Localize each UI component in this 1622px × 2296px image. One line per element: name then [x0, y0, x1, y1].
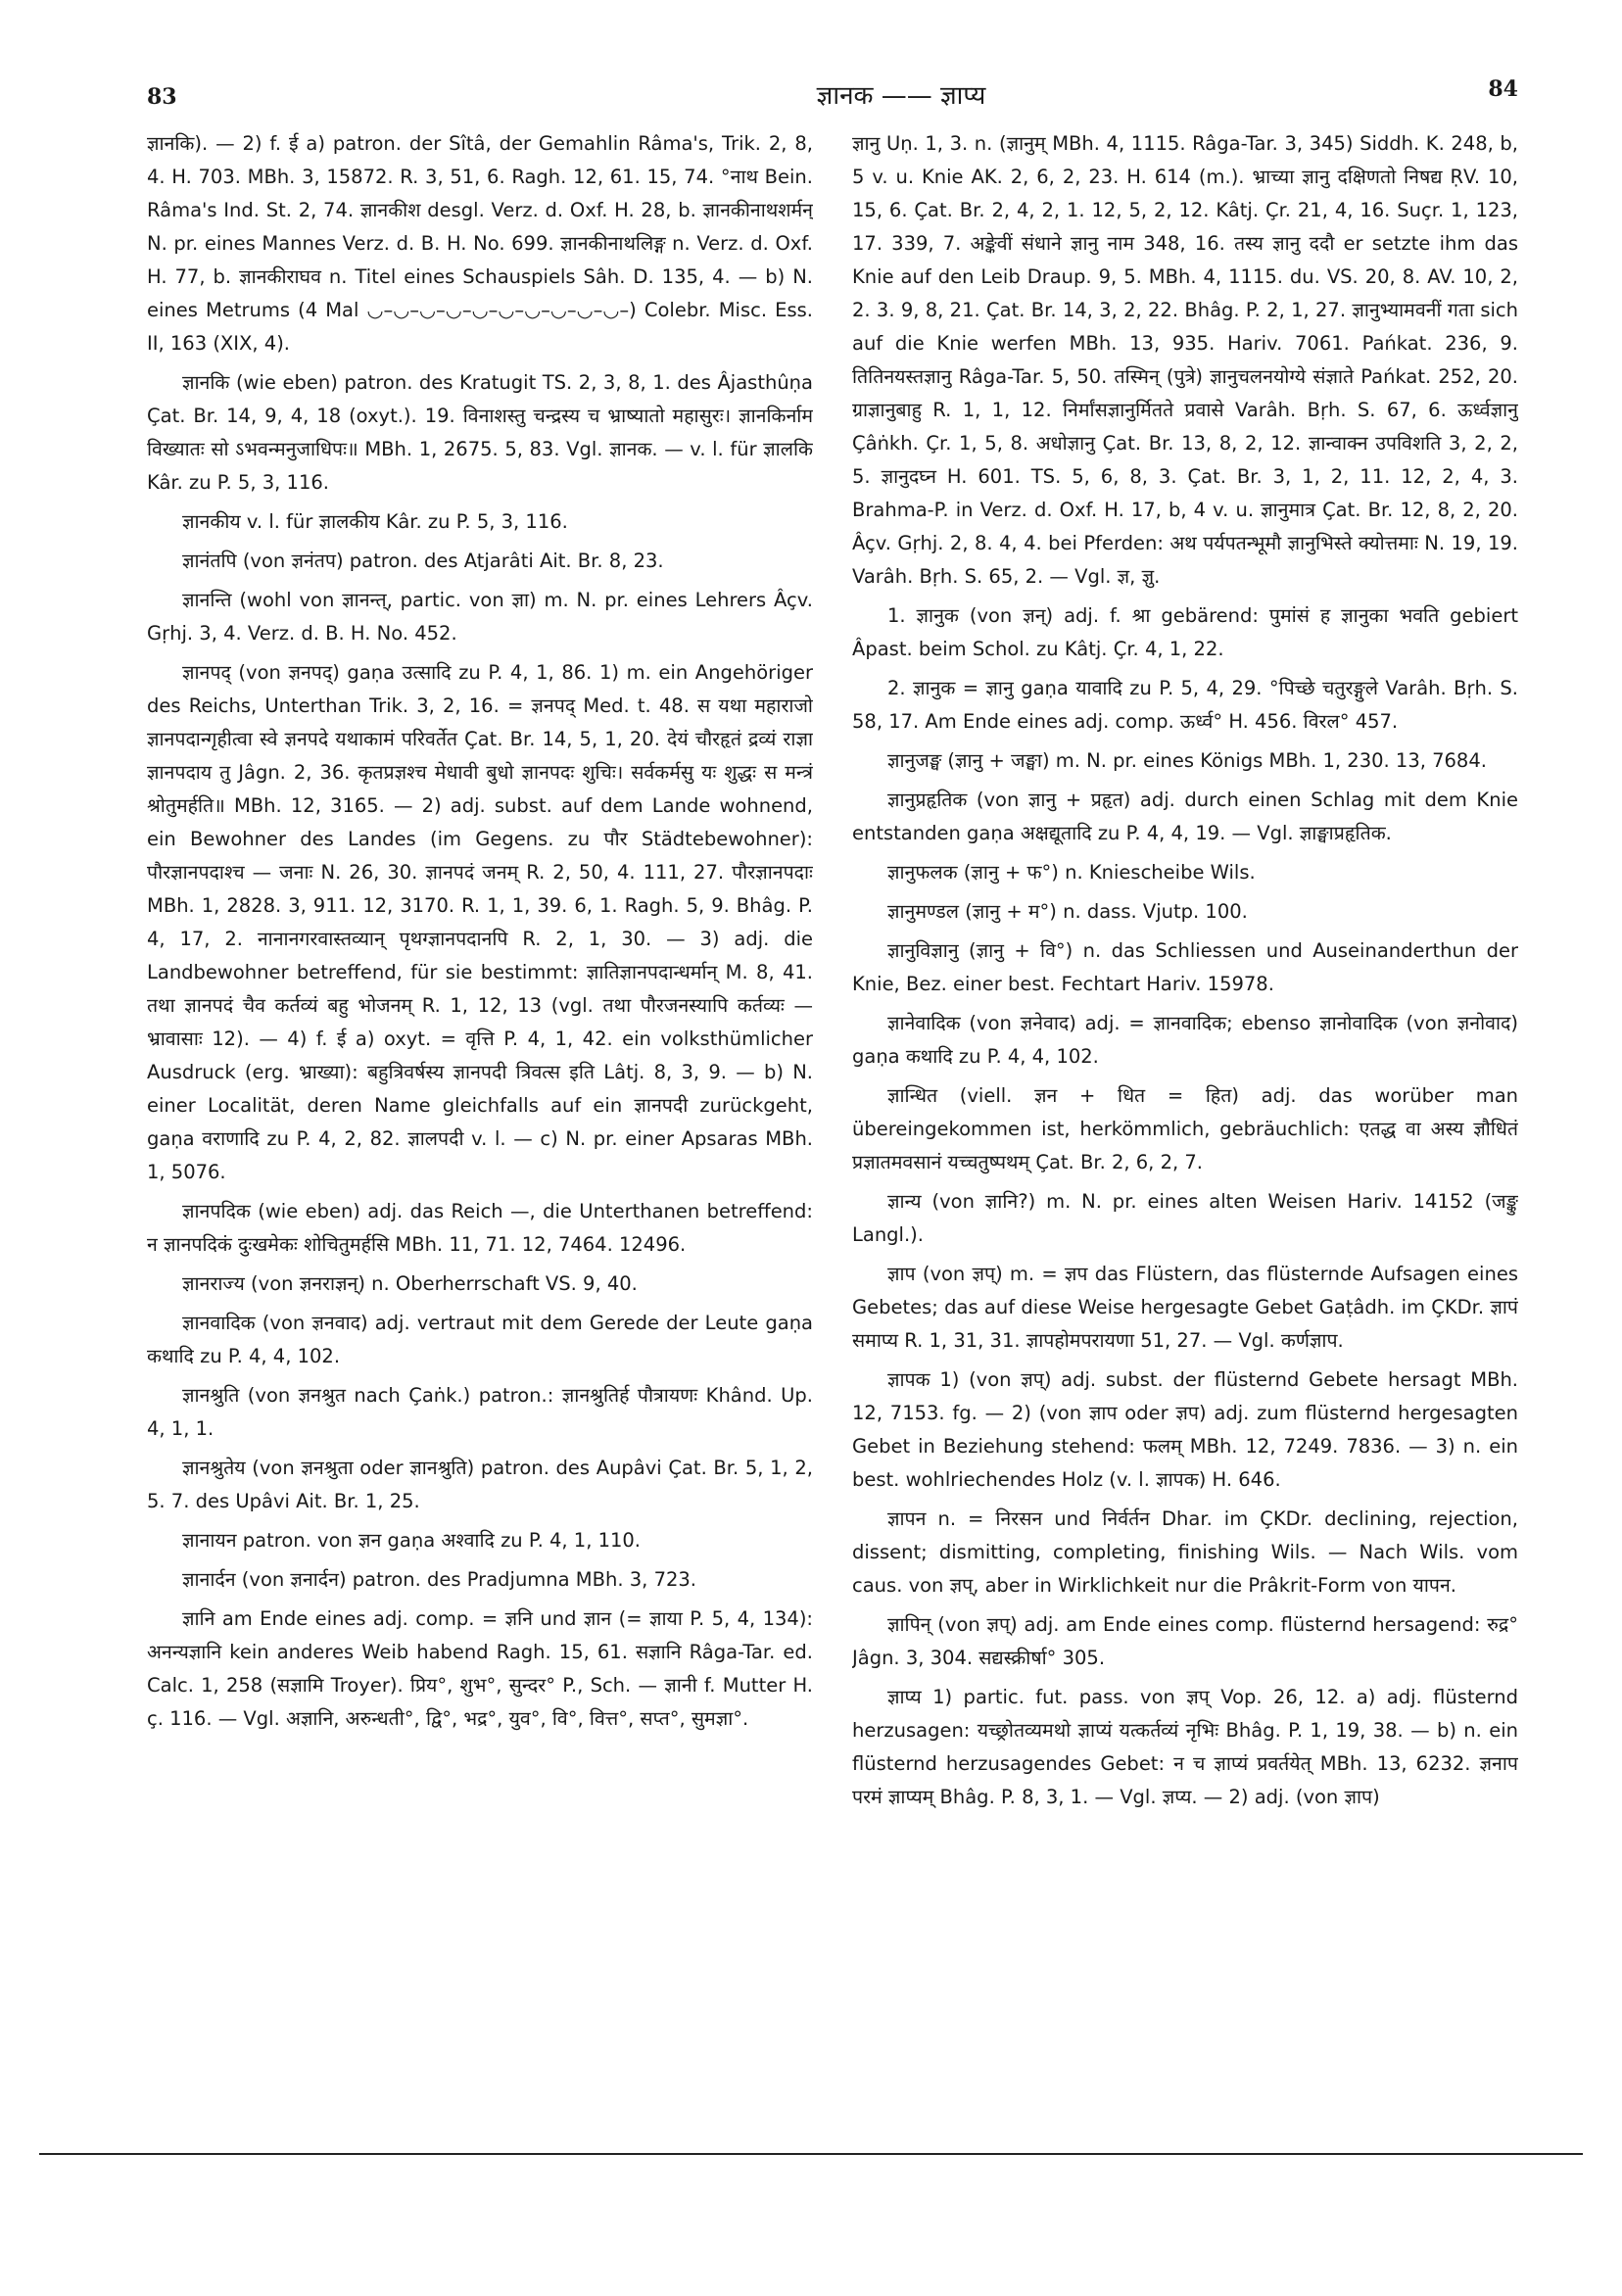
dictionary-entry: ज्ञानश्रुति (von ज्ञनश्रुत nach Çaṅk.) patron.: ज्ञानश्रुतिर्ह पौत्रायणः Khând. Up. 4, 1, 1.: [147, 1384, 813, 1440]
page-header: [147, 76, 1518, 116]
dictionary-entry: ज्ञापक 1) (von ज्ञप्) adj. subst. der flüsternd Gebete hersagt MBh. 12, 7153. fg. — 2) (von ज्ञाप oder ज्ञप) adj. zum flüsternd hergesagten Gebet in Beziehung stehend: फलम् MBh. 12, 7249. 7836. — 3) n. ein best. wohlriechendes Holz (v. l. ज्ञापक) H. 646.: [852, 1368, 1518, 1491]
dictionary-entry: ज्ञाप्य 1) partic. fut. pass. von ज्ञप् Vop. 26, 12. a) adj. flüsternd herzusagen: यच्छ्रोतव्यमथो ज्ञाप्यं यत्कर्तव्यं नृभिः Bhâg. P. 1, 19, 38. — b) n. ein flüsternd herzusagendes Gebet: न च ज्ञाप्यं प्रवर्तयेत् MBh. 13, 6232. ज्ञनाप परमं ज्ञाप्यम् Bhâg. P. 8, 3, 1. — Vgl. ज्ञप्य. — 2) adj. (von ज्ञाप): [852, 1686, 1518, 1808]
dictionary-entry: ज्ञानकीय v. l. für ज्ञालकीय Kâr. zu P. 5, 3, 116.: [182, 510, 568, 533]
dictionary-entry: ज्ञानुमण्डल (ज्ञानु + म°) n. dass. Vjutp. 100.: [887, 900, 1248, 923]
dictionary-entry: ज्ञानुप्रहृतिक (von ज्ञानु + प्रहृत) adj. durch einen Schlag mit dem Knie entstanden gaṇa अक्षद्यूतादि zu P. 4, 4, 19. — Vgl. ज्ञाङ्घाप्रहृतिक.: [852, 789, 1518, 844]
dictionary-entry: ज्ञानुजङ्घ (ज्ञानु + जङ्घा) m. N. pr. eines Königs MBh. 1, 230. 13, 7684.: [887, 749, 1487, 772]
right-column: [852, 127, 1518, 2047]
page-number-left: 83: [147, 84, 177, 110]
footer-rule: [39, 2153, 1583, 2155]
dictionary-entry: ज्ञानवादिक (von ज्ञनवाद) adj. vertraut mit dem Gerede der Leute gaṇa कथादि zu P. 4, 4, 102.: [147, 1312, 813, 1367]
dictionary-entry: ज्ञानार्दन (von ज्ञनार्दन) patron. des Pradjumna MBh. 3, 723.: [182, 1568, 696, 1591]
dictionary-entry: ज्ञानुविज्ञानु (ज्ञानु + वि°) n. das Schliessen und Auseinanderthun der Knie, Bez. einer best. Fechtart Hariv. 15978.: [852, 939, 1518, 995]
dictionary-entry: ज्ञानायन patron. von ज्ञन gaṇa अश्वादि zu P. 4, 1, 110.: [182, 1529, 642, 1552]
dictionary-entry: ज्ञानकि (wie eben) patron. des Kratugit TS. 2, 3, 8, 1. des Âjasthûṇa Çat. Br. 14, 9, 4, 18 (oxyt.). 19. विनाशस्तु चन्द्रस्य च भ्राष्यातो महासुरः। ज्ञानकिर्नाम विख्यातः सो ऽभवन्मनुजाधिपः॥ MBh. 1, 2675. 5, 83. Vgl. ज्ञानक. — v. l. für ज्ञालकि Kâr. zu P. 5, 3, 116.: [147, 371, 813, 494]
dictionary-entry: ज्ञापन n. = निरसन und निर्वर्तन Dhar. im ÇKDr. declining, rejection, dissent; dismitting, completing, finishing Wils. — Nach Wils. vom caus. von ज्ञप्, aber in Wirklichkeit nur die Prâkrit-Form von यापन.: [852, 1507, 1518, 1597]
dictionary-entry: ज्ञानुफलक (ज्ञानु + फ°) n. Kniescheibe Wils.: [887, 861, 1256, 884]
running-head: ज्ञानक —— ज्ञाप्य: [816, 81, 986, 111]
dictionary-entry: ज्ञानेवादिक (von ज्ञनेवाद) adj. = ज्ञानवादिक; ebenso ज्ञानोवादिक (von ज्ञनोवाद) gaṇa कथादि zu P. 4, 4, 102.: [852, 1012, 1518, 1068]
dictionary-entry: ज्ञान्धित (viell. ज्ञन + धित = हित) adj. das worüber man übereingekommen ist, herkömmlich, gebräuchlich: एतद्ध वा अस्य ज्ञौधितं प्रज्ञातमवसानं यच्चतुष्पथम् Çat. Br. 2, 6, 2, 7.: [852, 1084, 1518, 1173]
dictionary-entry: ज्ञानंतपि (von ज्ञनंतप) patron. des Atjarâti Ait. Br. 8, 23.: [182, 550, 664, 572]
dictionary-entry: ज्ञानपदिक (wie eben) adj. das Reich —, die Unterthanen betreffend: न ज्ञानपदिकं दुःखमेकः शोचितुमर्हसि MBh. 11, 71. 12, 7464. 12496.: [147, 1200, 813, 1256]
dictionary-entry: 2. ज्ञानुक = ज्ञानु gaṇa यावादि zu P. 5, 4, 29. °पिच्छे चतुरङ्गुले Varâh. Bṛh. S. 58, 17. Am Ende eines adj. comp. ऊर्ध्व° H. 456. विरल° 457.: [852, 677, 1518, 733]
dictionary-entry: ज्ञानु Uṇ. 1, 3. n. (ज्ञानुम् MBh. 4, 1115. Râga-Tar. 3, 345) Siddh. K. 248, b, 5 v. u. Knie AK. 2, 6, 2, 23. H. 614 (m.). भ्राच्या ज्ञानु दक्षिणतो निषद्य ṚV. 10, 15, 6. Çat. Br. 2, 4, 2, 1. 12, 5, 2, 12. Kâtj. Çr. 21, 4, 16. Suçr. 1, 123, 17. 339, 7. अङ्केवीं संधाने ज्ञानु नाम 348, 16. तस्य ज्ञानु ददौ er setzte ihm das Knie auf den Leib Draup. 9, 5. MBh. 4, 1115. du. VS. 20, 8. AV. 10, 2, 2. 3. 9, 8, 21. Çat. Br. 14, 3, 2, 22. Bhâg. P. 2, 1, 27. ज्ञानुभ्यामवनीं गता sich auf die Knie werfen MBh. 13, 935. Hariv. 7061. Pańkat. 236, 9. तितिनयस्तज्ञानु Râga-Tar. 5, 50. तस्मिन् (पुत्रे) ज्ञानुचलनयोग्ये संज्ञाते Pańkat. 252, 20. ग्राज्ञानुबाहु R. 1, 1, 12. निर्मांसज्ञानुर्मितते प्रवासे Varâh. Bṛh. S. 67, 6. ऊर्ध्वज्ञानु Çâṅkh. Çr. 1, 5, 8. अधोज्ञानु Çat. Br. 13, 8, 2, 12. ज्ञान्वाक्न उपविशति 3, 2, 2, 5. ज्ञानुदघ्न H. 601. TS. 5, 6, 8, 3. Çat. Br. 3, 1, 2, 11. 12, 2, 4, 3. Brahma-P. in Verz. d. Oxf. H. 17, b, 4 v. u. ज्ञानुमात्र Çat. Br. 12, 8, 2, 20. Âçv. Gṛhj. 2, 8. 4, 4. bei Pferden: अथ पर्यपतन्भूमौ ज्ञानुभिस्ते क्योत्तमाः N. 19, 19. Varâh. Bṛh. S. 65, 2. — Vgl. ज्ञ, ज्ञु.: [852, 132, 1518, 588]
dictionary-entry: ज्ञानराज्य (von ज्ञनराज्ञन्) n. Oberherrschaft VS. 9, 40.: [182, 1272, 638, 1295]
dictionary-entry: ज्ञापिन् (von ज्ञप्) adj. am Ende eines comp. flüsternd hersagend: रुद्र° Jâgn. 3, 304. सद्यस्क्रीर्षा° 305.: [852, 1613, 1518, 1669]
dictionary-entry: ज्ञानकि). — 2) f. ई a) patron. der Sîtâ, der Gemahlin Râma's, Trik. 2, 8, 4. H. 703. MBh. 3, 15872. R. 3, 51, 6. Ragh. 12, 61. 15, 74. °नाथ Bein. Râma's Ind. St. 2, 74. ज्ञानकीश desgl. Verz. d. Oxf. H. 28, b. ज्ञानकीनाथशर्मन् N. pr. eines Mannes Verz. d. B. H. No. 699. ज्ञानकीनाथलिङ्ग n. Verz. d. Oxf. H. 77, b. ज्ञानकीराघव n. Titel eines Schauspiels Sâh. D. 135, 4. — b) N. eines Metrums (4 Mal ◡–◡–◡–◡–◡–◡–◡–◡–◡–◡–) Colebr. Misc. Ess. II, 163 (XIX, 4).: [147, 132, 813, 355]
dictionary-entry: ज्ञाप (von ज्ञप्) m. = ज्ञप das Flüstern, das flüsternde Aufsagen eines Gebetes; das auf diese Weise hergesagte Gebet Gaṭâdh. im ÇKDr. ज्ञापं समाप्य R. 1, 31, 31. ज्ञापहोमपरायणा 51, 27. — Vgl. कर्णज्ञाप.: [852, 1263, 1518, 1352]
dictionary-entry: 1. ज्ञानुक (von ज्ञन्) adj. f. श्रा gebärend: पुमांसं ह ज्ञानुका भवति gebiert Âpast. beim Schol. zu Kâtj. Çr. 4, 1, 22.: [852, 604, 1518, 660]
dictionary-entry: ज्ञानपद् (von ज्ञनपद्) gaṇa उत्सादि zu P. 4, 1, 86. 1) m. ein Angehöriger des Reichs, Unterthan Trik. 3, 2, 16. = ज्ञनपद् Med. t. 48. स यथा महाराजो ज्ञानपदान्गृहीत्वा स्वे ज्ञनपदे यथाकामं परिवर्तेत Çat. Br. 14, 5, 1, 20. देयं चौरहृतं द्रव्यं राज्ञा ज्ञानपदाय तु Jâgn. 2, 36. कृतप्रज्ञश्च मेधावी बुधो ज्ञानपदः शुचिः। सर्वकर्मसु यः शुद्धः स मन्त्रं श्रोतुमर्हति॥ MBh. 12, 3165. — 2) adj. subst. auf dem Lande wohnend, ein Bewohner des Landes (im Gegens. zu पौर Städtebewohner): पौरज्ञानपदाश्च — जनाः N. 26, 30. ज्ञानपदं जनम् R. 2, 50, 4. 111, 27. पौरज्ञानपदाः MBh. 1, 2828. 3, 911. 12, 3170. R. 1, 1, 39. 6, 1. Ragh. 5, 9. Bhâg. P. 4, 17, 2. नानानगरवास्तव्यान् पृथग्ज्ञानपदानपि R. 2, 1, 30. — 3) adj. die Landbewohner betreffend, für sie bestimmt: ज्ञातिज्ञानपदान्धर्मान् M. 8, 41. तथा ज्ञानपदं चैव कर्तव्यं बहु भोजनम् R. 1, 12, 13 (vgl. तथा पौरजनस्यापि कर्तव्यः — भ्रावासाः 12). — 4) f. ई a) oxyt. = वृत्ति P. 4, 1, 42. ein volksthümlicher Ausdruck (erg. भ्राख्या): बहुत्रिवर्षस्य ज्ञानपदी त्रिवत्स इति Lâtj. 8, 3, 9. — b) N. einer Localität, deren Name gleichfalls auf ein ज्ञानपदी zurückgeht, gaṇa वराणादि zu P. 4, 2, 82. ज्ञालपदी v. l. — c) N. pr. einer Apsaras MBh. 1, 5076.: [147, 661, 813, 1183]
dictionary-columns: [147, 127, 1518, 2047]
dictionary-entry: ज्ञान्य (von ज्ञानि?) m. N. pr. eines alten Weisen Hariv. 14152 (जङ्कु Langl.).: [852, 1190, 1518, 1246]
dictionary-entry: ज्ञानश्रुतेय (von ज्ञनश्रुता oder ज्ञानश्रुति) patron. des Aupâvi Çat. Br. 5, 1, 2, 5. 7. des Upâvi Ait. Br. 1, 25.: [147, 1457, 813, 1512]
left-column: [147, 127, 813, 2047]
page-number-right: 84: [1488, 76, 1518, 102]
dictionary-entry: ज्ञानन्ति (wohl von ज्ञानन्त्, partic. von ज्ञा) m. N. pr. eines Lehrers Âçv. Gṛhj. 3, 4. Verz. d. B. H. No. 452.: [147, 589, 813, 645]
dictionary-entry: ज्ञानि am Ende eines adj. comp. = ज्ञनि und ज्ञान (= ज्ञाया P. 5, 4, 134): अनन्यज्ञानि kein anderes Weib habend Ragh. 15, 61. सज्ञानि Râga-Tar. ed. Calc. 1, 258 (सज्ञामि Troyer). प्रिय°, शुभ°, सुन्दर° P., Sch. — ज्ञानी f. Mutter H. ç. 116. — Vgl. अज्ञानि, अरुन्धती°, द्वि°, भद्र°, युव°, वि°, वित्त°, सप्त°, सुमज्ञा°.: [147, 1607, 813, 1730]
